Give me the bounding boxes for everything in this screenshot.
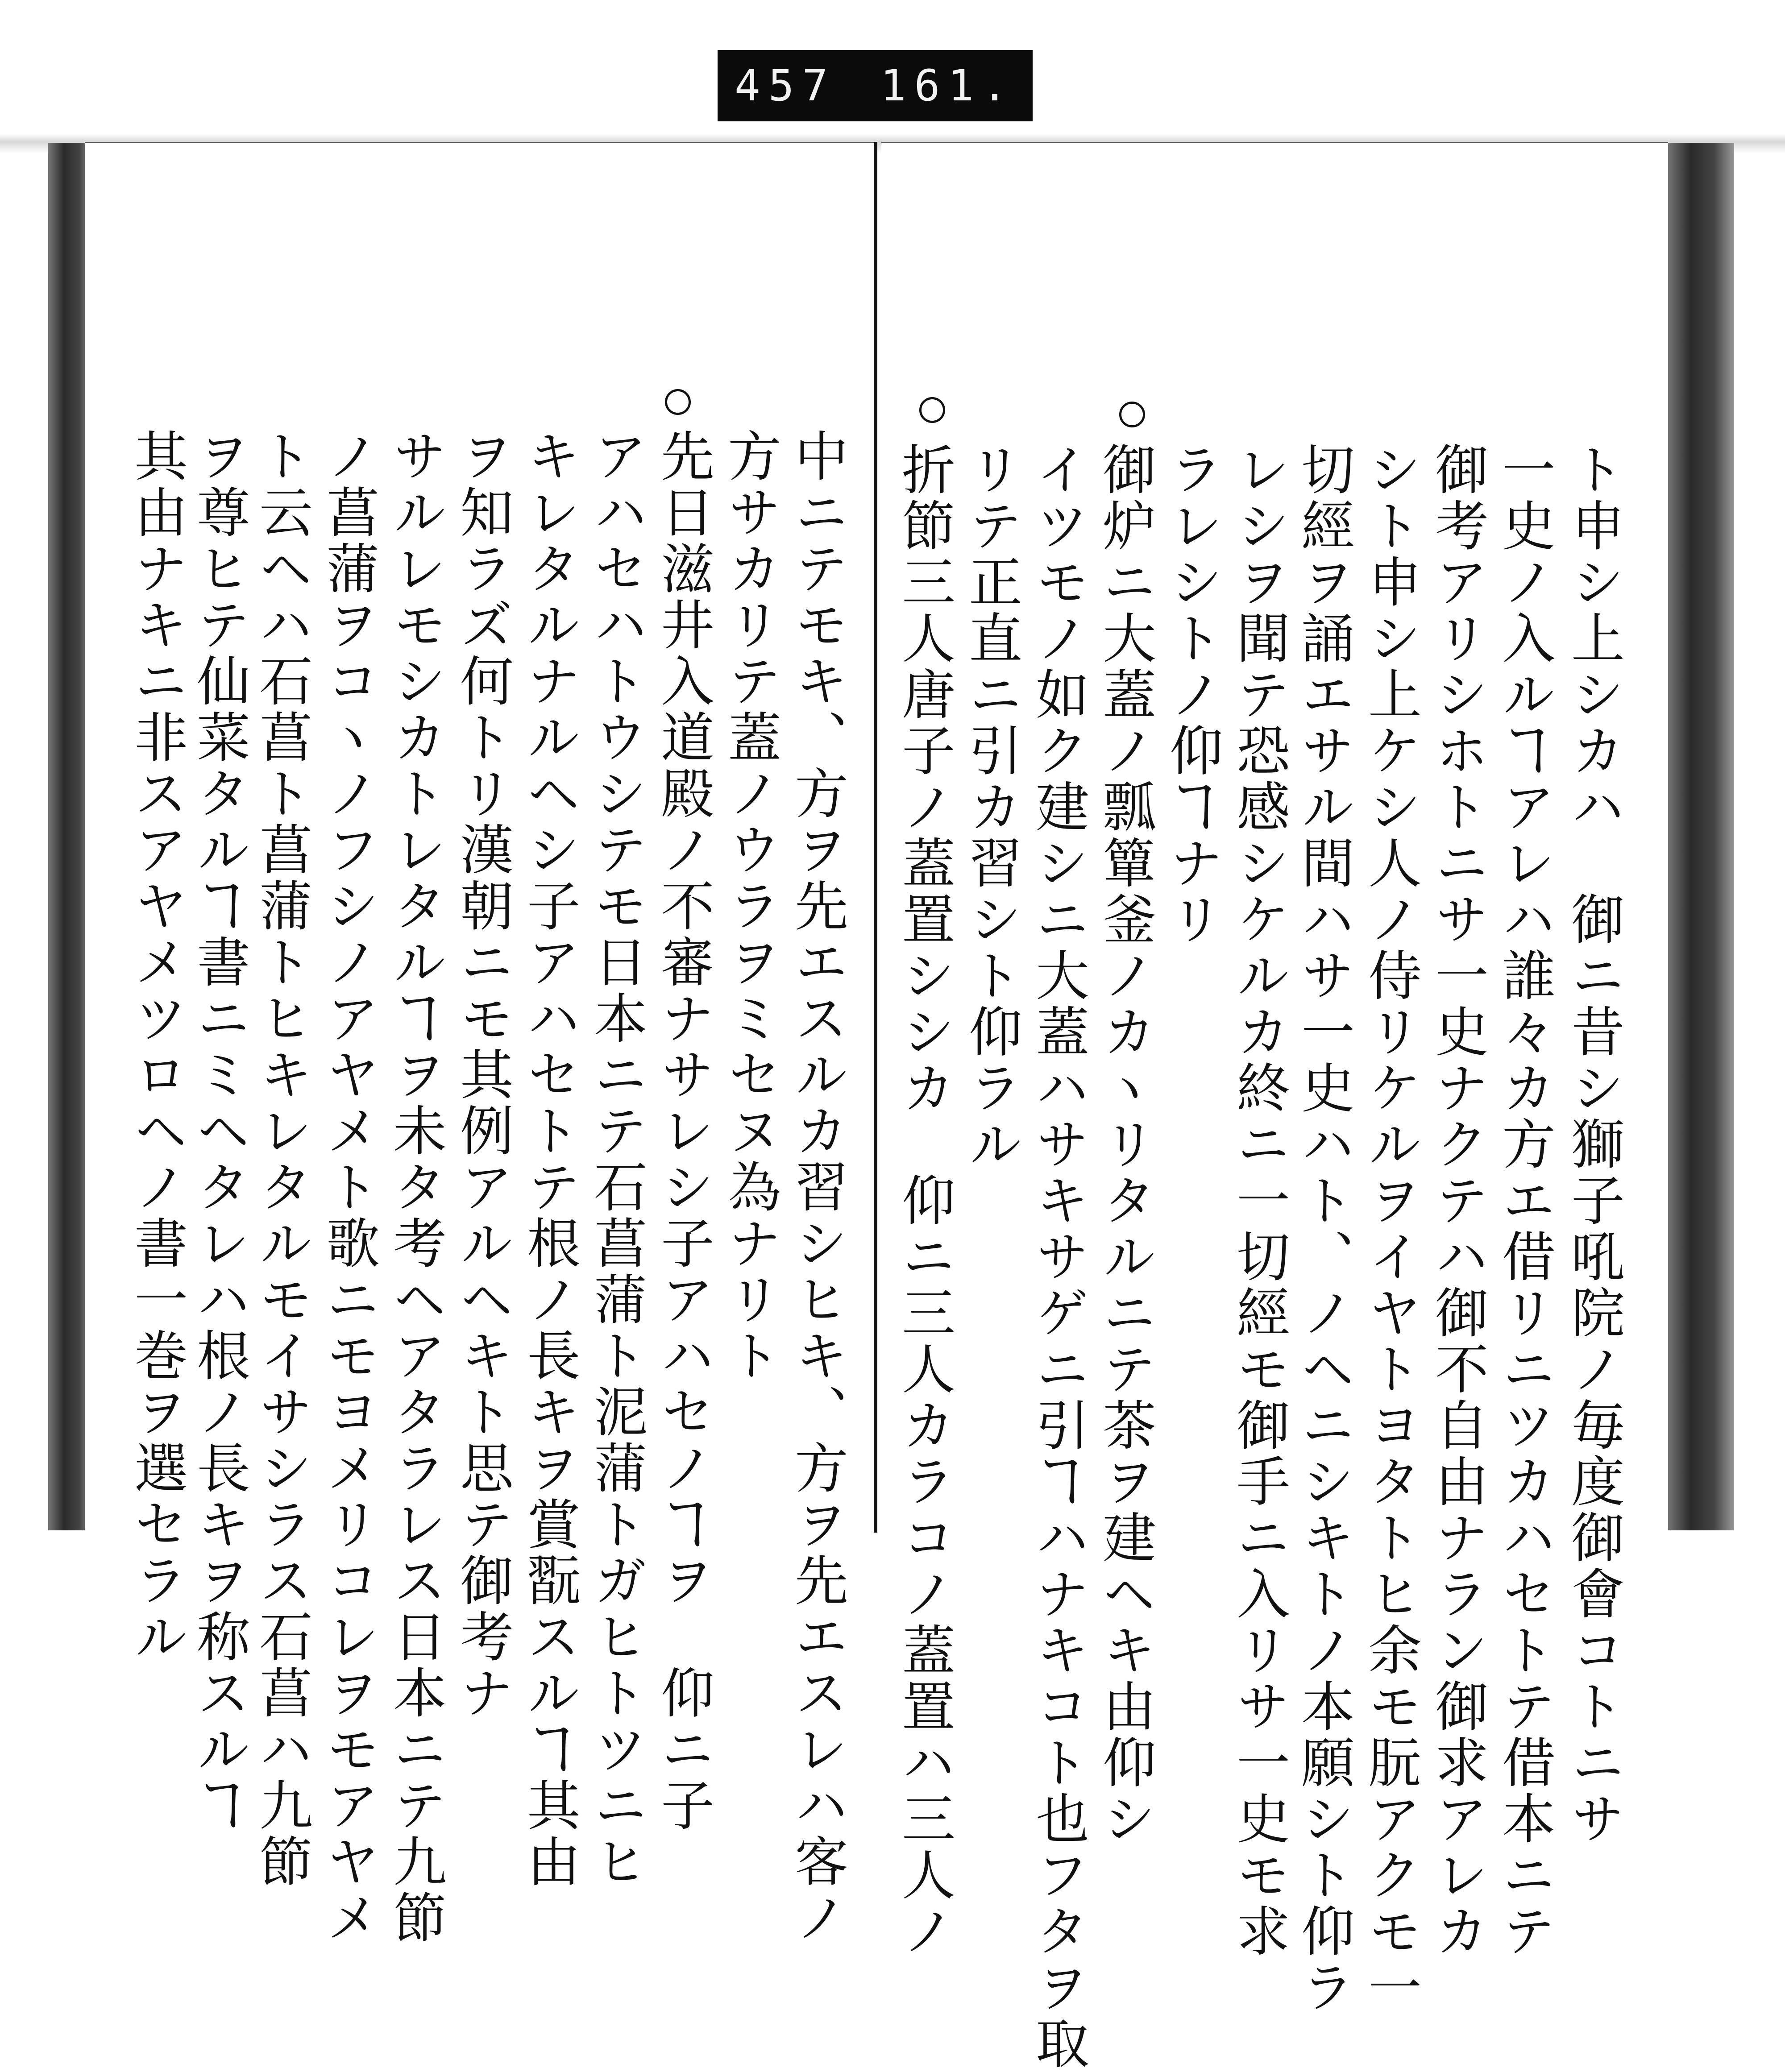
right-col-11: 折節三人唐子ノ蓋置シシカ 仰ニ三人カラコノ蓋置ハ三人ノ	[893, 442, 955, 1960]
left-col-1: 中ニテモキ、方ヲ先エスルカ習シヒキ、方ヲ先エスレハ客ノ	[786, 428, 848, 1946]
left-col-8: ノ菖蒲ヲコヽノフシノアヤメト歌ニモヨメリコレヲモアヤメ	[317, 428, 379, 1946]
right-col-7: ラレシトノ仰ヿナリ	[1161, 442, 1223, 948]
right-col-4: シト申シ上ケシ人ノ侍リケルヲイヤトヨタトヒ余モ朊アクモ一	[1359, 442, 1421, 2016]
right-page-edge	[1667, 143, 1734, 1530]
right-col-9: イツモノ如ク建シニ大蓋ハサキサゲニ引ヿハナキコト也フタヲ取	[1027, 442, 1089, 2072]
left-col-11: 其由ナキニ非スアヤメツロヘノ書一巻ヲ選セラル	[125, 428, 187, 1665]
section-circle-marker	[665, 389, 691, 415]
section-circle-marker	[1119, 402, 1145, 427]
left-col-5: キレタルナルヘシ子アハセトテ根ノ長キヲ賞翫スルヿ其由	[518, 428, 580, 1890]
reel-number: 457	[735, 61, 836, 111]
right-col-6: レシヲ聞テ恐感シケルカ終ニ一切經モ御手ニ入リサ一史モ求	[1228, 442, 1290, 1960]
section-circle-marker	[919, 397, 945, 423]
frame-number: 161.	[880, 61, 1016, 111]
right-col-1: ト申シ上シカハ 御ニ昔シ獅子吼院ノ毎度御會コトニサ	[1562, 442, 1624, 1847]
left-col-3: 先日滋井入道殿ノ不審ナサレシ子アハセノヿヲ 仰ニ子	[652, 428, 714, 1834]
left-col-4: アハセハトウシテモ日本ニテ石菖蒲ト泥蒲トガヒトツニヒ	[585, 428, 647, 1890]
left-col-2: 方サカリテ蓋ノウラヲミセヌ為ナリト	[719, 428, 781, 1384]
book-gutter	[874, 142, 877, 1533]
right-col-5: 切經ヲ誦エサル間ハサ一史ハト、ノヘニシキトノ本願シト仰ラ	[1292, 442, 1354, 2016]
right-col-3: 御考アリシホトニサ一史ナクテハ御不自由ナラン御求アレカ	[1426, 442, 1488, 1960]
right-col-10: リテ正直ニ引カ習シト仰ラル	[960, 442, 1022, 1173]
left-col-10: ヲ尊ヒテ仙菜タルヿ書ニミヘタレハ根ノ長キヲ称スルヿ	[188, 428, 250, 1834]
left-col-9: ト云ヘハ石菖ト菖蒲トヒキレタルモイサシラス石菖ハ九節	[250, 428, 312, 1890]
frame-number-plate	[718, 50, 1033, 121]
left-col-6: ヲ知ラズ何トリ漢朝ニモ其例アルヘキト思テ御考ナ	[451, 428, 513, 1721]
left-col-7: サルレモシカトレタルヿヲ未タ考ヘアタラレス日本ニテ九節	[384, 428, 446, 1946]
right-col-2: 一史ノ入ルヿアレハ誰々カ方エ借リニツカハセトテ借本ニテ	[1493, 442, 1555, 1960]
right-col-8: 御炉ニ大蓋ノ瓢簞釜ノカヽリタルニテ茶ヲ建ヘキ由仰シ	[1094, 442, 1156, 1847]
